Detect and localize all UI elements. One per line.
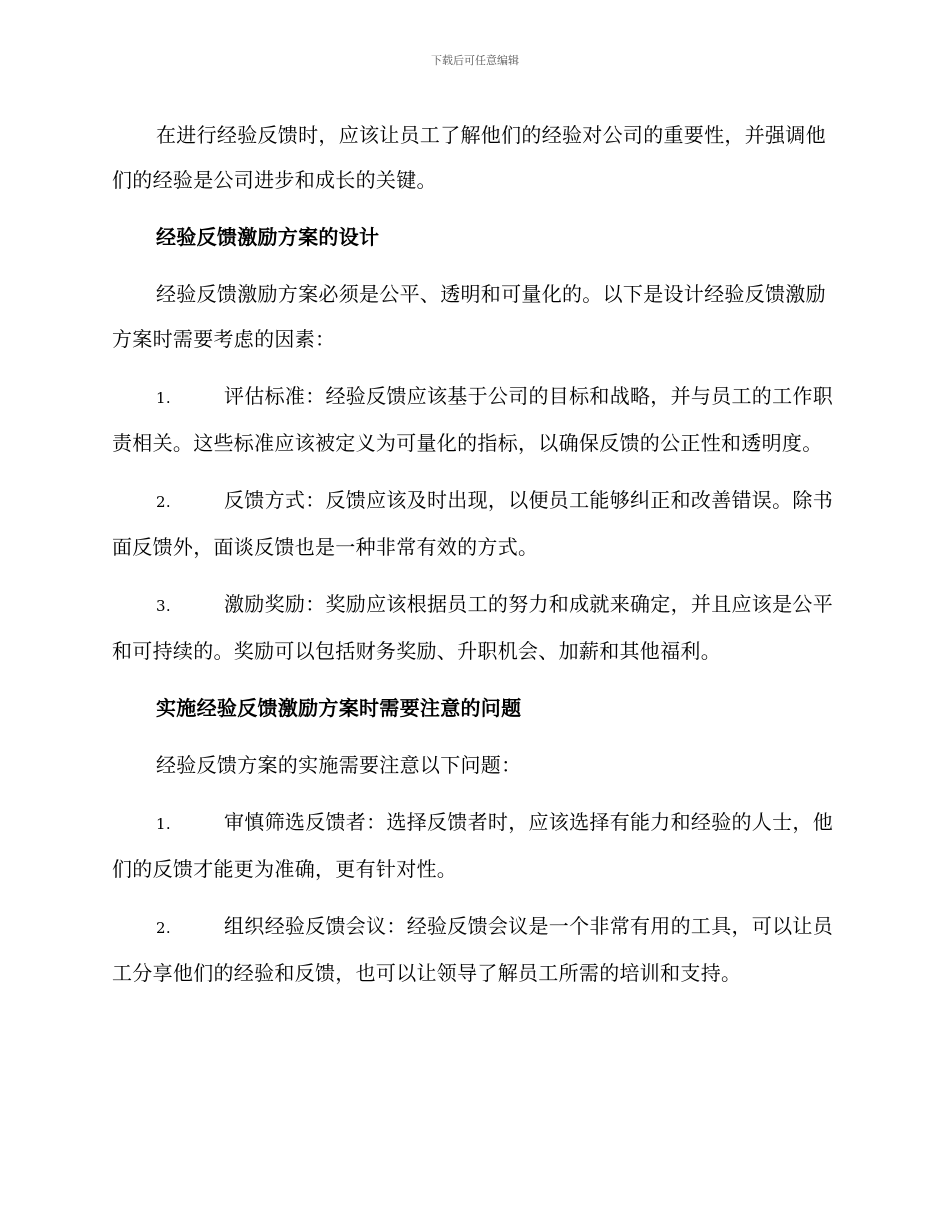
list-item: [112, 478, 838, 570]
list-item: [112, 582, 838, 674]
list-item-text: 组织经验反馈会议：经验反馈会议是一个非常有用的工具，可以让员工分享他们的经验和反馈，也可以让领导了解员工所需的培训和支持。: [112, 914, 833, 985]
list-item: [112, 904, 838, 996]
list-item-text: 评估标准：经验反馈应该基于公司的目标和战略，并与员工的工作职责相关。这些标准应该被定义为可量化的指标，以确保反馈的公正性和透明度。: [112, 384, 833, 455]
section-paragraph-implementation: 经验反馈方案的实施需要注意以下问题：: [156, 753, 522, 777]
section-heading-design: 经验反馈激励方案的设计: [156, 225, 380, 249]
page-header: 下载后可任意编辑: [431, 54, 519, 67]
section-heading-implementation: 实施经验反馈激励方案时需要注意的问题: [156, 696, 522, 720]
list-item-text: 激励奖励：奖励应该根据员工的努力和成就来确定，并且应该是公平和可持续的。奖励可以包括财务奖励、升职机会、加薪和其他福利。: [112, 592, 833, 663]
list-item-number: 1.: [156, 389, 171, 407]
list-item-number: 2.: [156, 493, 171, 511]
list-item-text: 审慎筛选反馈者：选择反馈者时，应该选择有能力和经验的人士，他们的反馈才能更为准确，更有针对性。: [112, 810, 833, 881]
list-item: [112, 374, 838, 466]
list-item-text: 反馈方式：反馈应该及时出现，以便员工能够纠正和改善错误。除书面反馈外，面谈反馈也是一种非常有效的方式。: [112, 488, 833, 559]
document-body: [112, 113, 838, 1008]
list-item: [112, 800, 838, 892]
section-paragraph-design: 经验反馈激励方案必须是公平、透明和可量化的。以下是设计经验反馈激励方案时需要考虑的因素：: [112, 282, 826, 351]
intro-paragraph: 在进行经验反馈时，应该让员工了解他们的经验对公司的重要性，并强调他们的经验是公司进步和成长的关键。: [112, 123, 826, 192]
list-item-number: 3.: [156, 597, 171, 615]
list-item-number: 2.: [156, 919, 171, 937]
list-item-number: 1.: [156, 815, 171, 833]
